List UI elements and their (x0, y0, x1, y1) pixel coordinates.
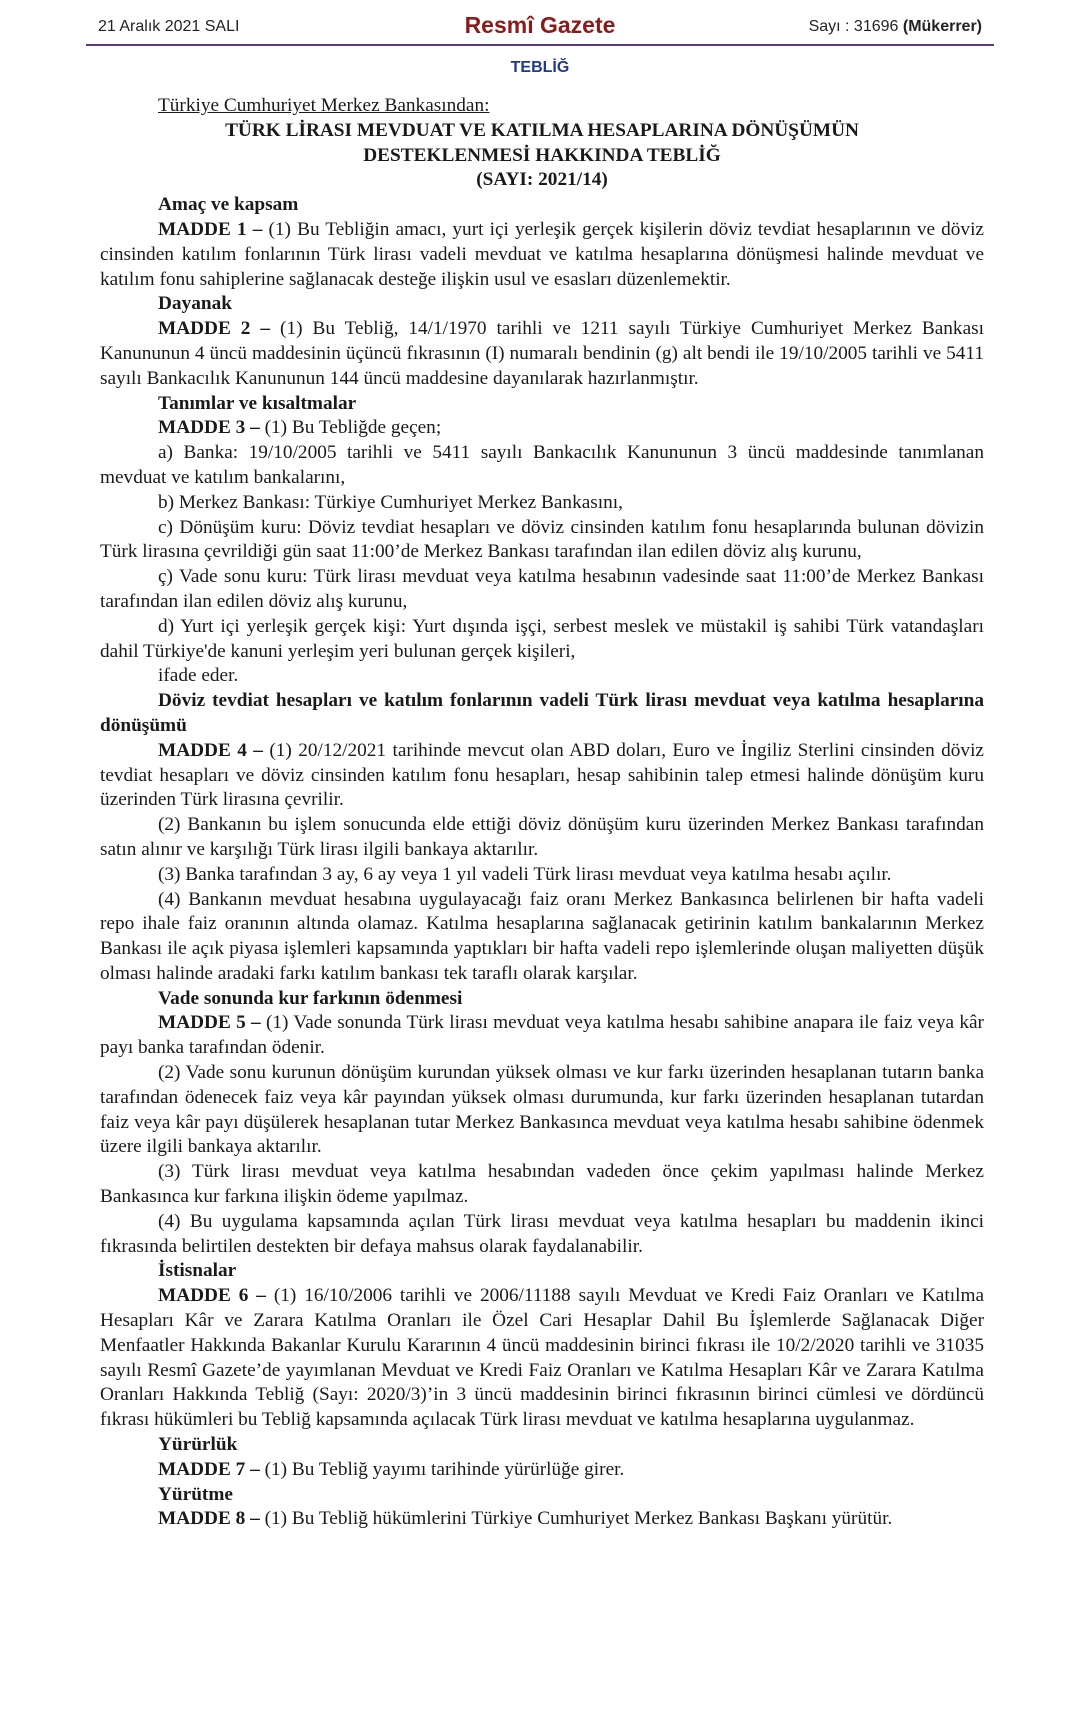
article-3 (100, 416, 984, 441)
article-label: MADDE 5 – (158, 1012, 261, 1034)
article-6 (100, 1284, 984, 1433)
definition-d: d) Yurt içi yerleşik gerçek kişi: Yurt dışında işçi, serbest meslek ve müstakil iş sahibi Türk vatandaşları dahil Türkiye'de kanuni yerleşim yeri bulunan gerçek kişileri, (100, 615, 984, 662)
definition-c: c) Dönüşüm kuru: Döviz tevdiat hesapları ve döviz cinsinden katılım fonu hesaplarında bulunan dövizin Türk lirasına çevrildiği gün saat 11:00’de Merkez Bankası tarafından ilan edilen döviz alış kurunu, (100, 516, 984, 563)
gazette-header (86, 12, 994, 46)
heading-donusum: Döviz tevdiat hesapları ve katılım fonlarının vadeli Türk lirası mevduat veya katılma hesaplarına dönüşümü (100, 690, 984, 736)
doc-number: (SAYI: 2021/14) (476, 169, 608, 191)
heading-yururluk: Yürürlük (158, 1434, 238, 1456)
article-7 (100, 1458, 984, 1483)
issue-number-text: Sayı : 31696 (808, 18, 903, 35)
heading-tanimlar: Tanımlar ve kısaltmalar (158, 392, 357, 414)
article-4 (100, 739, 984, 813)
article-label: MADDE 8 – (158, 1508, 260, 1530)
heading-yurutme: Yürütme (158, 1483, 233, 1505)
article-label: MADDE 1 – (158, 218, 263, 240)
doc-title-line-1: TÜRK LİRASI MEVDUAT VE KATILMA HESAPLARINA DÖNÜŞÜMÜN (225, 119, 859, 141)
article-text: (1) 20/12/2021 tarihinde mevcut olan ABD doları, Euro ve İngiliz Sterlini cinsinden döviz tevdiat hesapları ve döviz cinsinden katılım fonu hesapları, hesap sahibinin talep etmesi halinde dönüşüm kuru üzerinden Türk lirasına çevrilir. (100, 739, 984, 811)
article-2 (100, 317, 984, 391)
heading-kur-farki: Vade sonunda kur farkının ödenmesi (158, 987, 463, 1009)
document-body (100, 94, 984, 1532)
definition-end: ifade eder. (158, 665, 239, 687)
issue-date: 21 Aralık 2021 SALI (98, 18, 240, 35)
article-4-para-3: (3) Banka tarafından 3 ay, 6 ay veya 1 yıl vadeli Türk lirası mevduat veya katılma hesabı açılır. (158, 863, 892, 885)
article-8 (100, 1507, 984, 1532)
section-label: TEBLİĞ (510, 59, 570, 76)
article-4-para-4: (4) Bankanın mevduat hesabına uygulayacağı faiz oranı Merkez Bankasınca belirlenen bir hafta vadeli repo ihale faiz oranının altında olamaz. Katılma hesaplarına sağlanacak getirinin katılım bankalarının Merkez Bankası ile açık piyasa işlemleri kapsamında yaptıkları bir hafta vadeli repo işlemlerinde oluşan maliyetten düşük olması halinde aradaki farkı katılım bankası tek taraflı olarak karşılar. (100, 888, 984, 984)
article-4-para-2: (2) Bankanın bu işlem sonucunda elde ettiği döviz dönüşüm kuru üzerinden Merkez Bankası tarafından satın alınır ve karşılığı Türk lirası ilgili bankaya aktarılır. (100, 814, 984, 860)
article-text: (1) Bu Tebliğ yayımı tarihinde yürürlüğe girer. (259, 1458, 625, 1480)
heading-dayanak: Dayanak (158, 293, 232, 315)
article-text: (1) Bu Tebliğ hükümlerini Türkiye Cumhuriyet Merkez Bankası Başkanı yürütür. (259, 1508, 893, 1530)
article-text: (1) Bu Tebliğin amacı, yurt içi yerleşik gerçek kişilerin döviz tevdiat hesaplarının ve döviz cinsinden katılım fonlarının Türk lirası vadeli mevduat ve katılma hesaplarına dönüşmesi halinde mevduat ve katılım fonu sahiplerine sağlanacak desteğe ilişkin usul ve esasları düzenlemektir. (100, 218, 984, 290)
heading-istisnalar: İstisnalar (158, 1260, 237, 1282)
article-5-para-4: (4) Bu uygulama kapsamında açılan Türk lirası mevduat veya katılma hesapları bu maddenin ikinci fıkrasında belirtilen destekten bir defaya mahsus olarak faydalanabilir. (100, 1210, 984, 1257)
article-5-para-3: (3) Türk lirası mevduat veya katılma hesabından vadeden önce çekim yapılması halinde Merkez Bankasınca kur farkına ilişkin ödeme yapılmaz. (100, 1161, 984, 1208)
article-text: (1) 16/10/2006 tarihli ve 2006/11188 sayılı Mevduat ve Kredi Faiz Oranları ve Katılma Hesapları Kâr ve Zarara Katılma Oranları ile Özel Cari Hesaplar Dahil Bu İşlemlerde Sağlanacak Diğer Menfaatler Hakkında Bakanlar Kurulu Kararının 4 üncü maddesinin birinci fıkrası ile 10/2/2020 tarihli ve 31035 sayılı Resmî Gazete’de yayımlanan Mevduat ve Kredi Faiz Oranları ve Katılma Hesapları Kâr ve Zarara Katılma Oranları Hakkında Tebliğ (Sayı: 2020/3)’in 3 üncü maddesinin birinci fıkrasının birinci cümlesi ve dördüncü fıkrası hükümleri bu Tebliğ kapsamında açılacak Türk lirası mevduat ve katılma hesaplarına uygulanmaz. (100, 1285, 984, 1431)
article-text: (1) Vade sonunda Türk lirası mevduat veya katılma hesabı sahibine anapara ile faiz veya kâr payı banka tarafından ödenir. (100, 1012, 984, 1059)
heading-amac: Amaç ve kapsam (158, 194, 299, 216)
issue-supplement-tag: (Mükerrer) (902, 18, 982, 35)
issue-number (809, 18, 982, 36)
article-text: (1) Bu Tebliğde geçen; (259, 417, 442, 439)
issuer-line: Türkiye Cumhuriyet Merkez Bankasından: (158, 95, 490, 116)
definition-b: b) Merkez Bankası: Türkiye Cumhuriyet Merkez Bankasını, (158, 491, 623, 513)
article-label: MADDE 4 – (158, 739, 263, 761)
article-label: MADDE 3 – (158, 417, 260, 439)
article-text: (1) Bu Tebliğ, 14/1/1970 tarihli ve 1211 sayılı Türkiye Cumhuriyet Merkez Bankası Kanununun 4 üncü maddesinin üçüncü fıkrasının (I) numaralı bendinin (g) alt bendi ile 19/10/2005 tarihli ve 5411 sayılı Bankacılık Kanununun 144 üncü maddesine dayanılarak hazırlanmıştır. (100, 318, 984, 389)
article-5-para-2: (2) Vade sonu kurunun dönüşüm kurundan yüksek olması ve kur farkı üzerinden hesaplanan tutarın banka tarafından ödenecek faiz veya kâr payından yüksek olması durumunda, kur farkı üzerinden hesaplanan tutardan faiz veya kâr payı düşülerek hesaplanan tutar Merkez Bankasınca mevduat veya katılma hesabı sahibine ödenmek üzere ilgili bankaya aktarılır. (100, 1062, 984, 1158)
gazette-title: Resmî Gazete (464, 12, 616, 38)
doc-title-line-2: DESTEKLENMESİ HAKKINDA TEBLİĞ (363, 144, 721, 166)
definition-a: a) Banka: 19/10/2005 tarihli ve 5411 sayılı Bankacılık Kanununun 3 üncü maddesinde tanımlanan mevduat ve katılım bankalarını, (100, 442, 984, 488)
article-1 (100, 218, 984, 292)
article-5 (100, 1011, 984, 1061)
definition-cc: ç) Vade sonu kuru: Türk lirası mevduat veya katılma hesabının vadesinde saat 11:00’de Merkez Bankası tarafından ilan edilen döviz alış kurunu, (100, 566, 984, 612)
article-label: MADDE 7 – (158, 1458, 260, 1480)
article-label: MADDE 2 – (158, 318, 271, 340)
article-label: MADDE 6 – (158, 1285, 266, 1307)
